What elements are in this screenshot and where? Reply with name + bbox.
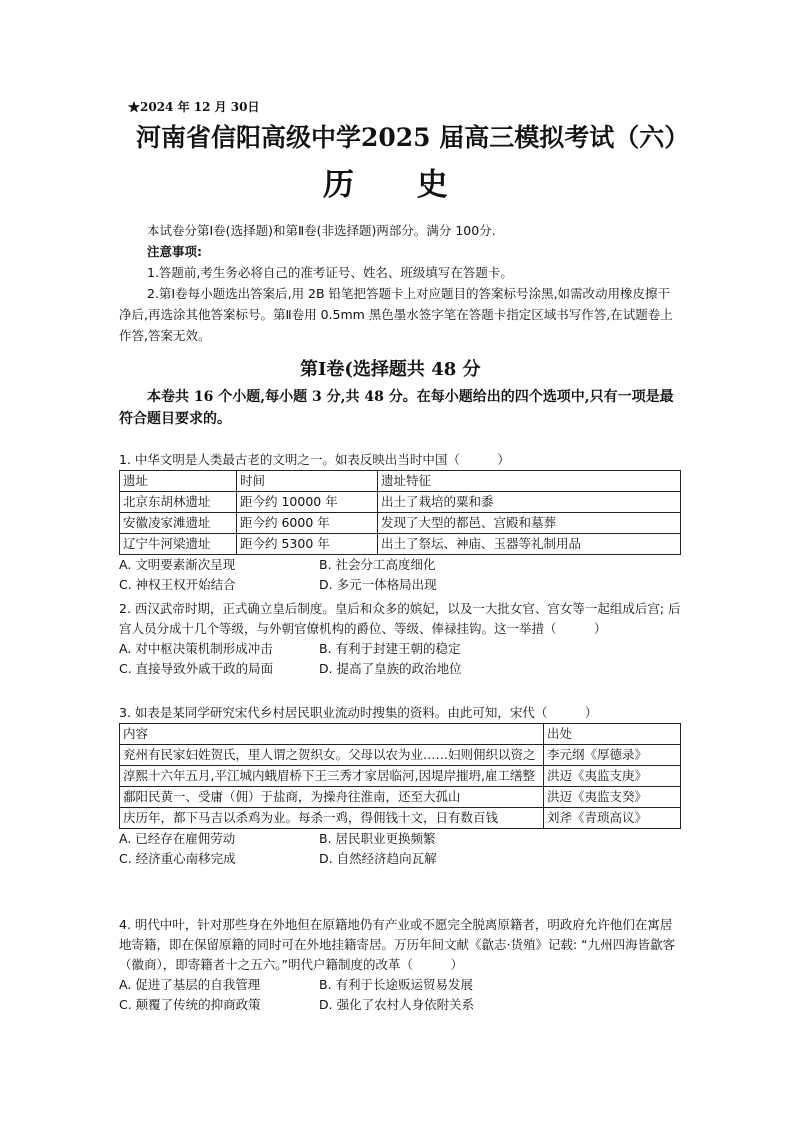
option-c: C. 神权王权开始结合 [119,577,236,592]
table-cell: 距今约 10000 年 [237,492,378,513]
option-b: B. 有利于长途贩运贸易发展 [319,977,474,992]
exam-date: ★2024 年 12 月 30日 [128,100,260,114]
exam-title: 河南省信阳高级中学2025 届高三模拟考试（六） [136,123,690,152]
intro-line: 本试卷分第Ⅰ卷(选择题)和第Ⅱ卷(非选择题)两部分。满分 100分. [147,223,496,238]
question-3-table [119,723,681,829]
question-3 [119,703,681,869]
note-2: 2.第Ⅰ卷每小题选出答案后,用 2B 铅笔把答题卡上对应题目的答案标号涂黑,如需改动用橡皮擦干净后,再选涂其他答案标号。第Ⅱ卷用 0.5mm 黑色墨水签字笔在答题卡指定区域书写作答,在试题卷上作答,答案无效。 [119,286,673,343]
option-d: D. 多元一体格局出现 [319,577,437,592]
exam-instructions [119,220,681,346]
question-1-table [119,470,681,555]
table-row [120,534,681,555]
option-c: C. 颠覆了传统的抑商政策 [119,997,261,1012]
notes-label: 注意事项: [147,244,202,259]
section-description: 本卷共 16 个小题,每小题 3 分,共 48 分。在每小题给出的四个选项中,只有一项是最符合题目要求的。 [119,389,674,427]
table-cell: 刘斧《青琐高议》 [544,808,681,829]
table-cell: 距今约 6000 年 [237,513,378,534]
table-cell: 鄱阳民黄一、受庸（佣）于盐商，为操舟往淮南，还至大孤山 [120,787,544,808]
table-cell: 出土了栽培的粟和黍 [378,492,681,513]
note-1: 1.答题前,考生务必将自己的准考证号、姓名、班级填写在答题卡。 [147,265,513,280]
table-row [120,745,681,766]
question-1 [119,450,681,595]
option-a: A. 已经存在雇佣劳动 [119,831,236,846]
option-d: D. 强化了农村人身依附关系 [319,997,475,1012]
option-d: D. 自然经济趋向瓦解 [319,851,437,866]
table-cell: 李元纲《厚德录》 [544,745,681,766]
table-header-cell: 遗址 [120,471,237,492]
question-4 [119,915,681,1015]
table-cell: 发现了大型的都邑、宫殿和墓葬 [378,513,681,534]
table-header-row [120,471,681,492]
table-cell: 安徽凌家滩遗址 [120,513,237,534]
table-cell: 洪迈《夷监支癸》 [544,787,681,808]
option-c: C. 经济重心南移完成 [119,851,236,866]
table-header-row [120,724,681,745]
table-cell: 北京东胡林遗址 [120,492,237,513]
option-b: B. 居民职业更换频繁 [319,831,436,846]
table-row [120,492,681,513]
question-stem: 2. 西汉武帝时期，正式确立皇后制度。皇后和众多的嫔妃，以及一大批女官、宫女等一起组成后宫; 后宫人员分成十几个等级，与外朝官僚机构的爵位、等级、俸禄挂钩。这一举措（ ） [119,601,681,636]
table-cell: 庆历年，都下马吉以杀鸡为业。每杀一鸡，得佣钱十文，日有数百钱 [120,808,544,829]
table-header-cell: 出处 [544,724,681,745]
table-row [120,766,681,787]
question-4-options [119,975,681,1015]
table-cell: 距今约 5300 年 [237,534,378,555]
question-1-options [119,555,681,595]
question-stem: 3. 如表是某同学研究宋代乡村居民职业流动时搜集的资料。由此可知，宋代（ ） [119,705,598,720]
table-header-cell: 内容 [120,724,544,745]
option-b: B. 有利于封建王朝的稳定 [319,641,461,656]
question-stem: 4. 明代中叶，针对那些身在外地但在原籍地仍有产业或不愿完全脱离原籍者，明政府允许他们在寓居地寄籍，即在保留原籍的同时可在外地挂籍寄居。万历年间文献《歙志·货殖》记载: “九州四海皆歙客（徽商），即寄籍者十之五六。”明代户籍制度的改革（ ） [119,917,676,972]
exam-subject: 历 史 [323,167,474,203]
option-d: D. 提高了皇族的政治地位 [319,661,462,676]
option-c: C. 直接导致外戚干政的局面 [119,661,274,676]
table-header-cell: 时间 [237,471,378,492]
table-row [120,513,681,534]
table-header-cell: 遗址特征 [378,471,681,492]
table-cell: 辽宁牛河梁遗址 [120,534,237,555]
option-a: A. 促进了基层的自我管理 [119,977,261,992]
table-row [120,787,681,808]
table-cell: 出土了祭坛、神庙、玉器等礼制用品 [378,534,681,555]
question-2-options [119,639,681,679]
table-cell: 淳熙十六年五月,平江城内蛾眉桥下王三秀才家居临河,因堤岸摧坍,雇工缮整 [120,766,544,787]
question-3-options [119,829,681,869]
question-stem: 1. 中华文明是人类最古老的文明之一。如表反映出当时中国（ ） [119,452,510,467]
section-title: 第Ⅰ卷(选择题共 48 分 [300,359,481,380]
table-row [120,808,681,829]
option-a: A. 对中枢决策机制形成冲击 [119,641,273,656]
table-cell: 兖州有民家妇姓贺氏，里人谓之贺织女。父母以农为业……妇则佣织以资之 [120,745,544,766]
option-a: A. 文明要素渐次呈现 [119,557,236,572]
table-cell: 洪迈《夷监支庚》 [544,766,681,787]
question-2 [119,599,681,679]
option-b: B. 社会分工高度细化 [319,557,436,572]
